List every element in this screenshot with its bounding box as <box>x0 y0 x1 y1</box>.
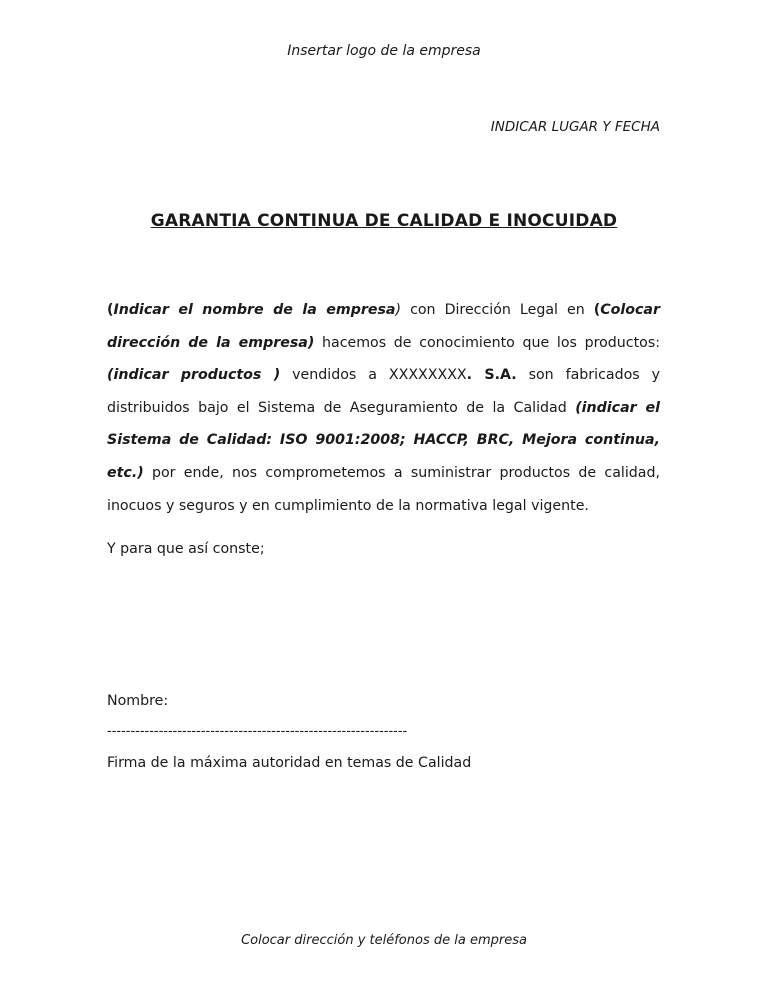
signature-caption: Firma de la máxima autoridad en temas de Calidad <box>107 755 472 771</box>
footer-contact: Colocar dirección y teléfonos de la empresa <box>241 933 527 948</box>
address-placeholder: Colocar dirección de la empresa) <box>107 302 660 351</box>
place-date: INDICAR LUGAR Y FECHA <box>490 119 660 135</box>
paragraph-text: hacemos de conocimiento que los productos: <box>314 334 660 351</box>
paren-close: ) <box>395 302 402 318</box>
name-label: Nombre: <box>107 693 169 709</box>
company-suffix: . S.A. <box>466 367 517 384</box>
paragraph-text: vendidos a XXXXXXXX <box>280 367 467 384</box>
logo-placeholder: Insertar logo de la empresa <box>287 43 481 59</box>
paragraph-text: son fabricados y distribuidos bajo el Sistema de Aseguramiento de la Calidad <box>107 367 660 416</box>
products-placeholder: (indicar productos ) <box>107 367 281 384</box>
closing-line: Y para que así conste; <box>107 541 265 557</box>
quality-system-placeholder: (indicar el Sistema de Calidad: ISO 9001:2008; HACCP, BRC, Mejora continua, etc.) <box>107 399 660 481</box>
body-paragraph <box>107 294 660 522</box>
document-title: GARANTIA CONTINUA DE CALIDAD E INOCUIDAD <box>150 211 618 231</box>
company-name-placeholder: Indicar el nombre de la empresa <box>113 302 396 318</box>
paren-open: ( <box>107 302 114 318</box>
signature-line: ---------------------------------------------------------------- <box>107 724 408 739</box>
paragraph-text: con Dirección Legal en <box>401 302 594 318</box>
paragraph-text: por ende, nos comprometemos a suministrar productos de calidad, inocuos y seguros y en cumplimiento de la normativa legal vigente. <box>107 464 660 514</box>
paren-open: ( <box>593 302 601 318</box>
